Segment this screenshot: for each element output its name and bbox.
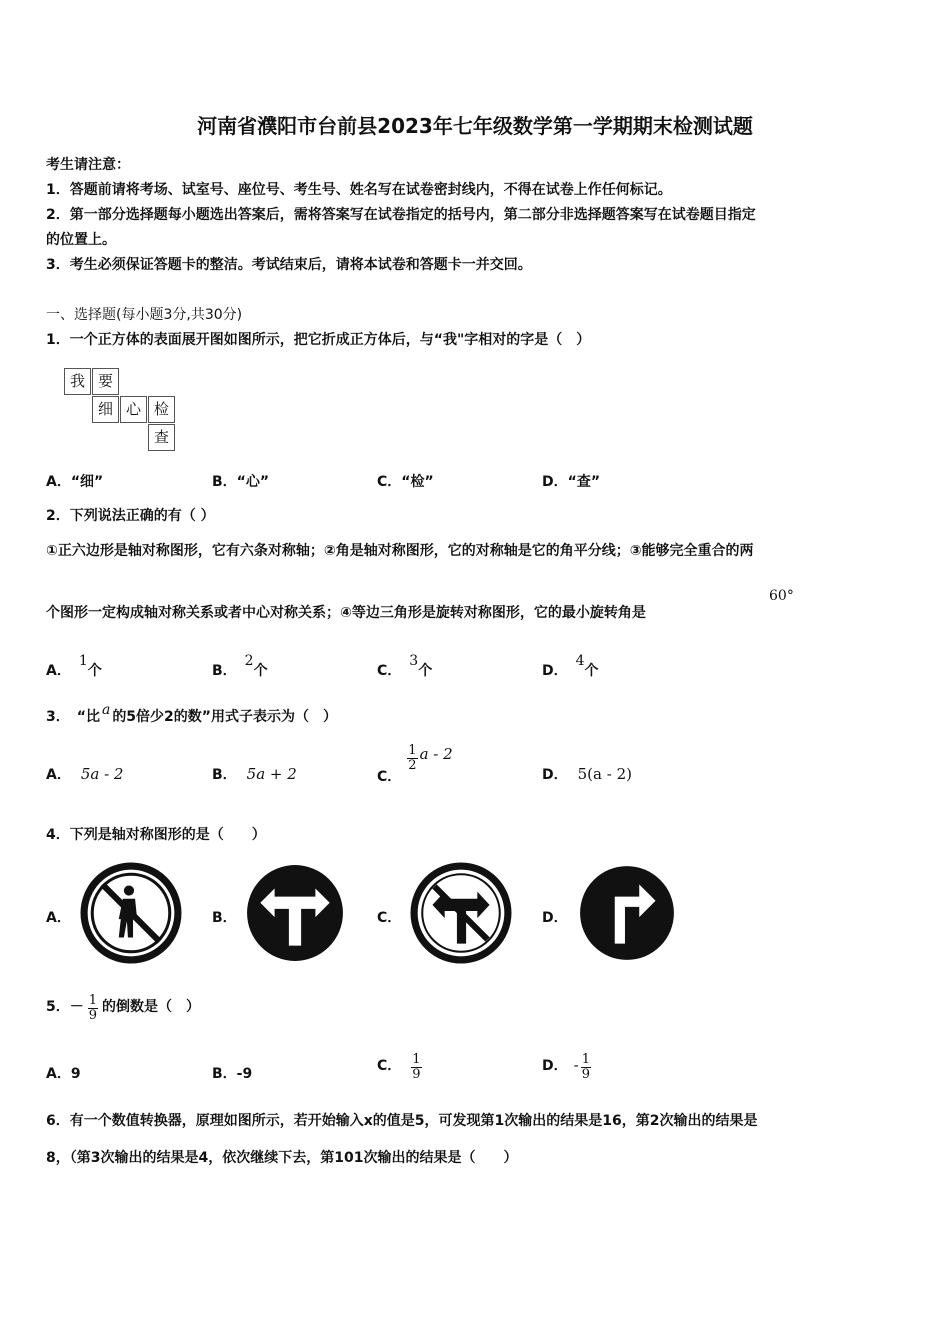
option-label: D． [542,1057,568,1074]
q1-option-b: B．“心” [212,474,270,490]
fraction-denominator: 2 [408,758,417,773]
fraction-numerator: 1 [412,1052,421,1067]
question-6-line: 8，（第3次输出的结果是4，依次继续下去，第101次输出的结果是（ ） [46,1150,518,1166]
angle-value: 60° [769,588,794,604]
q5-option-b: B．-9 [212,1066,253,1082]
option-label: D． [542,767,568,783]
fraction-denominator: 9 [412,1067,421,1082]
q1-option-c: C．“检” [377,474,434,490]
q4-option-a-label: A． [46,910,71,926]
q3-option-b [212,764,297,784]
option-expression: 5a + 2 [246,765,297,783]
q3-option-a [46,764,123,784]
q5-option-a: A．9 [46,1066,81,1082]
q4-option-d-label: D． [542,910,568,926]
option-label: D． [542,663,568,679]
option-label: C． [377,1057,402,1074]
q2-option-a [46,653,102,680]
notice-item: 的位置上。 [46,232,116,248]
option-label: C． [377,663,402,679]
net-cell: 检 [148,396,175,423]
minus-sign: - [573,1055,579,1074]
question-2-line: 个图形一定构成轴对称关系或者中心对称关系；④等边三角形是旋转对称图形，它的最小旋转角是 [46,605,646,621]
net-cell: 要 [92,368,119,395]
cube-net-figure [64,368,184,456]
question-5-stem [46,994,200,1023]
question-2-line: ①正六边形是轴对称图形，它有六条对称轴；②角是轴对称图形，它的对称轴是它的角平分线；③能够完全重合的两 [46,543,754,559]
option-label: A． [46,767,71,783]
option-unit: 个 [418,663,433,679]
fraction-numerator: 1 [408,743,417,758]
option-number: 3 [409,653,419,669]
q1-option-a: A．“细” [46,474,104,490]
question-2-stem: 2．下列说法正确的有（ ） [46,508,215,524]
option-expression: 5a - 2 [80,765,124,783]
option-label: A． [46,663,71,679]
net-cell: 细 [92,396,119,423]
net-cell: 查 [148,424,175,451]
stem-text: 的5倍少2的数”用式子表示为（ ） [112,709,337,725]
option-unit: 个 [87,663,102,679]
q5-option-c [377,1053,422,1082]
notice-item: 2．第一部分选择题每小题选出答案后，需将答案写在试卷指定的括号内，第二部分非选择题答案写在试卷题目指定 [46,207,756,223]
q1-option-d: D．“查” [542,474,601,490]
option-number: 2 [244,653,254,669]
variable: a [101,702,111,718]
stem-text: 3． “比 [46,709,100,725]
left-right-turn-sign-icon [244,862,346,964]
stem-text: 5．－ [46,998,84,1015]
stem-text: 的倒数是（ ） [102,998,201,1015]
no-pedestrian-sign-icon [80,862,182,964]
question-6-line: 6．有一个数值转换器，原理如图所示，若开始输入x的值是5，可发现第1次输出的结果是16，第2次输出的结果是 [46,1113,758,1129]
net-cell: 我 [64,368,91,395]
option-expression: a - 2 [419,744,453,763]
fraction-numerator: 1 [581,1052,590,1067]
option-label: B． [212,767,237,783]
question-3-stem [46,702,337,726]
notice-item: 3．考生必须保证答题卡的整洁。考试结束后，请将本试卷和答题卡一并交回。 [46,257,532,273]
fraction-numerator: 1 [88,993,98,1008]
fraction [88,994,98,1023]
notice-heading: 考生请注意： [46,157,130,173]
q2-option-d [542,653,599,680]
option-unit: 个 [584,663,599,679]
fraction-denominator: 9 [581,1067,590,1082]
q4-option-b-label: B． [212,910,237,926]
option-expression: 5(a - 2) [577,765,632,783]
question-1-stem: 1．一个正方体的表面展开图如图所示，把它折成正方体后，与“我"字相对的字是（ ） [46,332,591,348]
option-number: 4 [575,653,585,669]
no-turn-sign-icon [410,862,512,964]
fraction [411,1053,421,1082]
option-number: 1 [78,653,88,669]
question-4-stem: 4．下列是轴对称图形的是（ ） [46,827,266,843]
fraction [581,1053,591,1082]
option-label: B． [212,663,237,679]
q2-option-c [377,653,433,680]
fraction [407,744,417,773]
q4-option-c-label: C． [377,910,402,926]
q3-option-c [377,743,453,785]
q5-option-d [542,1053,591,1082]
notice-item: 1．答题前请将考场、试室号、座位号、考生号、姓名写在试卷密封线内，不得在试卷上作任何标记。 [46,182,672,198]
option-unit: 个 [253,663,268,679]
page-title: 河南省濮阳市台前县2023年七年级数学第一学期期末检测试题 [197,114,753,138]
section-heading: 一、选择题(每小题3分,共30分) [46,307,243,323]
fraction-denominator: 9 [88,1008,98,1023]
q2-option-b [212,653,268,680]
q3-option-d [542,764,632,784]
option-label: C． [377,768,402,785]
right-turn-sign-icon [576,862,678,964]
net-cell: 心 [120,396,147,423]
